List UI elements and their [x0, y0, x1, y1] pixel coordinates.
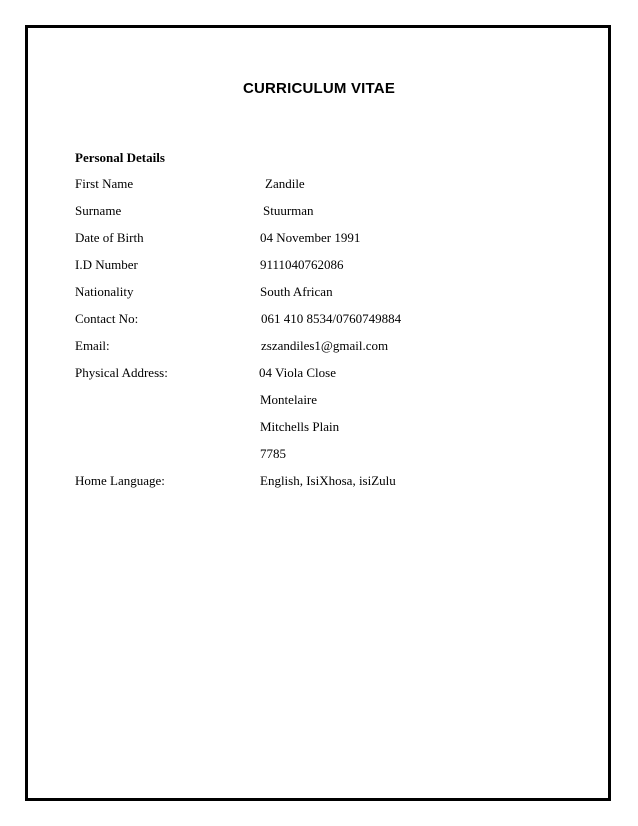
field-label: First Name — [75, 176, 134, 191]
field-value: 9111040762086 — [260, 257, 344, 272]
field-row-email — [75, 338, 555, 356]
field-row-surname — [75, 203, 555, 221]
field-row-first-name — [75, 176, 555, 194]
field-label: Nationality — [75, 284, 134, 299]
field-label: Contact No: — [75, 311, 139, 326]
field-value: South African — [260, 284, 333, 299]
field-value: zszandiles1@gmail.com — [261, 338, 389, 353]
field-row-nationality — [75, 284, 555, 302]
field-row-physical-address — [75, 365, 555, 383]
field-row-address-postal-code — [75, 446, 555, 464]
field-value: Stuurman — [263, 203, 314, 218]
field-value: Zandile — [265, 176, 305, 191]
field-row-date-of-birth — [75, 230, 555, 248]
field-value: 04 Viola Close — [259, 365, 336, 380]
field-row-address-line-2 — [75, 392, 555, 410]
field-row-contact-no — [75, 311, 555, 329]
field-row-id-number — [75, 257, 555, 275]
field-value: 7785 — [260, 446, 286, 461]
field-value: English, IsiXhosa, isiZulu — [260, 473, 396, 488]
document-title: CURRICULUM VITAE — [242, 80, 396, 97]
field-value: Montelaire — [260, 392, 318, 407]
page-border — [25, 25, 611, 801]
field-value: 04 November 1991 — [260, 230, 361, 245]
field-value: 061 410 8534/0760749884 — [261, 311, 402, 326]
field-label: I.D Number — [75, 257, 138, 272]
field-label: Email: — [75, 338, 110, 353]
field-label: Surname — [75, 203, 122, 218]
field-row-address-line-3 — [75, 419, 555, 437]
field-label: Home Language: — [75, 473, 165, 488]
section-heading-personal-details: Personal Details — [75, 150, 165, 165]
field-label: Date of Birth — [75, 230, 144, 245]
field-label: Physical Address: — [75, 365, 168, 380]
field-row-home-language — [75, 473, 555, 491]
field-value: Mitchells Plain — [260, 419, 340, 434]
